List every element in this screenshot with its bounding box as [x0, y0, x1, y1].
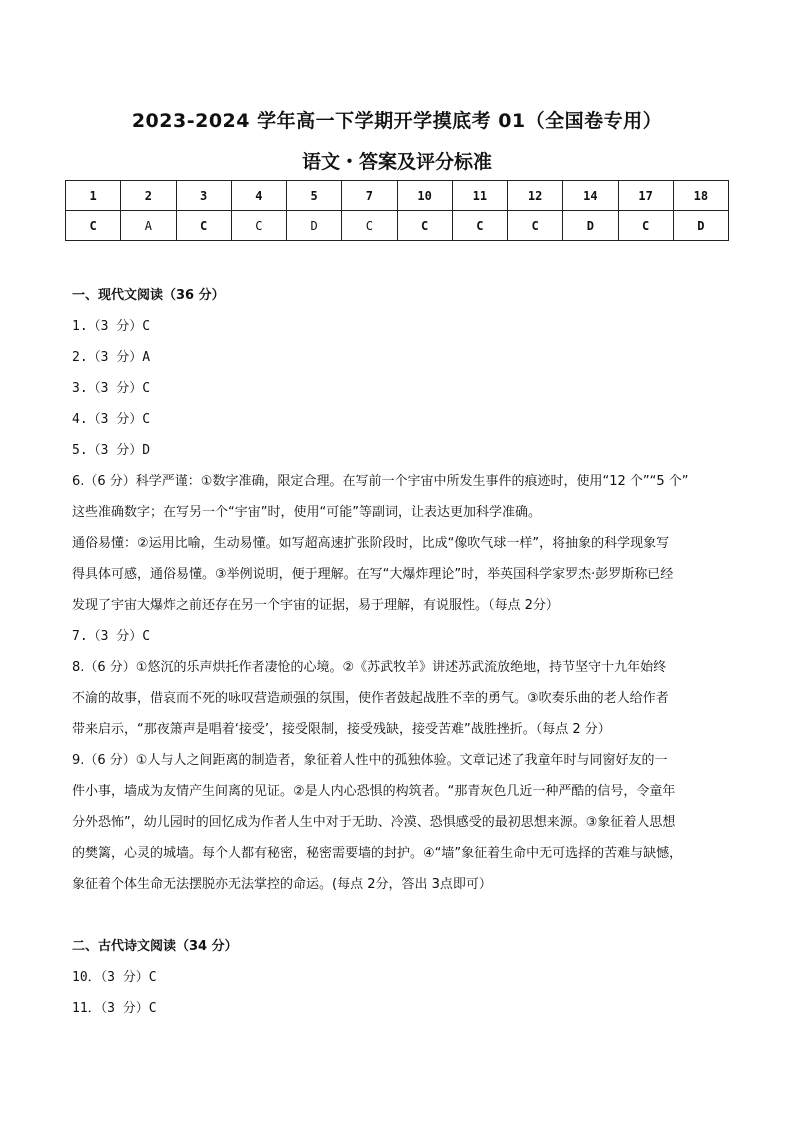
answer-line-q10: 10．（3 分）C — [72, 970, 157, 985]
answer-line-q6: 得具体可感，通俗易懂。③举例说明，便于理解。在写“大爆炸理论”时，举英国科学家罗杰·彭罗斯称已经 — [72, 567, 674, 582]
question-number-cell: 4 — [231, 181, 286, 211]
answer-cell: D — [287, 211, 342, 241]
answer-line-q9: 象征着个体生命无法摆脱亦无法掌控的命运。(每点 2分，答出 3点即可） — [72, 877, 492, 892]
answer-line-q6: 通俗易懂：②运用比喻，生动易懂。如写超高速扩张阶段时，比成“像吹气球一样”，将抽象的科学现象写 — [72, 536, 670, 551]
page-subtitle: 语文・答案及评分标准 — [301, 151, 492, 173]
answer-line-q6: 这些准确数字；在写另一个“宇宙”时，使用“可能”等副词，让表达更加科学准确。 — [72, 505, 541, 520]
answer-cell: C — [508, 211, 563, 241]
answer-table-answer-row — [66, 211, 729, 241]
question-number-cell: 3 — [176, 181, 231, 211]
answer-cell: C — [231, 211, 286, 241]
question-number-cell: 2 — [121, 181, 176, 211]
answer-cell: C — [452, 211, 507, 241]
answer-line-q5: 5.（3 分）D — [72, 443, 151, 458]
answer-line-q9: 的樊篱，心灵的城墙。每个人都有秘密，秘密需要墙的封护。④“墙”象征着生命中无可选择的苦难与缺憾， — [72, 846, 683, 861]
question-number-cell: 7 — [342, 181, 397, 211]
answer-line-q6: 发现了宇宙大爆炸之前还存在另一个宇宙的证据，易于理解，有说服性。（每点 2分） — [72, 598, 559, 613]
answer-cell: D — [673, 211, 728, 241]
answer-cell: C — [342, 211, 397, 241]
answer-cell: C — [66, 211, 121, 241]
answer-line-q9: 件小事，墙成为友情产生间离的见证。②是人内心恐惧的构筑者。“那青灰色几近一种严酷的信号，令童年 — [72, 784, 676, 799]
question-number-cell: 10 — [397, 181, 452, 211]
question-number-cell: 17 — [618, 181, 673, 211]
section-heading-classical-reading: 二、古代诗文阅读（34 分） — [72, 939, 238, 954]
page-title: 2023-2024 学年高一下学期开学摸底考 01（全国卷专用） — [131, 110, 663, 132]
answer-cell: C — [397, 211, 452, 241]
answer-line-q2: 2.（3 分）A — [72, 350, 151, 365]
answer-cell: D — [563, 211, 618, 241]
answer-line-q9: 9.（6 分）①人与人之间距离的制造者，象征着人性中的孤独体验。文章记述了我童年时与同窗好友的一 — [72, 753, 668, 768]
answer-line-q11: 11．（3 分）C — [72, 1001, 157, 1016]
answer-content — [72, 280, 732, 1024]
answer-line-q8: 8.（6 分）①悠沉的乐声烘托作者凄怆的心境。②《苏武牧羊》讲述苏武流放绝地，持节坚守十九年始终 — [72, 660, 667, 675]
section-heading-modern-reading: 一、现代文阅读（36 分） — [72, 288, 225, 303]
answer-line-q1: 1.（3 分）C — [72, 319, 151, 334]
answer-line-q9: 分外恐怖”，幼儿园时的回忆成为作者人生中对于无助、冷漠、恐惧感受的最初思想来源。③象征着人思想 — [72, 815, 676, 830]
question-number-cell: 1 — [66, 181, 121, 211]
answer-line-q8: 带来启示，“那夜箫声是唱着‘接受’，接受限制，接受残缺，接受苦难”战胜挫折。（每点 2 分） — [72, 722, 611, 737]
question-number-cell: 14 — [563, 181, 618, 211]
question-number-cell: 5 — [287, 181, 342, 211]
answer-line-q4: 4.（3 分）C — [72, 412, 151, 427]
question-number-cell: 11 — [452, 181, 507, 211]
answer-line-q6: 6.（6 分）科学严谨：①数字准确，限定合理。在写前一个宇宙中所发生事件的痕迹时，使用“12 个”“5 个” — [72, 474, 689, 489]
answer-table — [65, 180, 729, 241]
answer-table-header-row — [66, 181, 729, 211]
answer-cell: C — [618, 211, 673, 241]
section-spacer — [72, 900, 732, 931]
answer-line-q3: 3.（3 分）C — [72, 381, 151, 396]
answer-cell: C — [176, 211, 231, 241]
question-number-cell: 18 — [673, 181, 728, 211]
question-number-cell: 12 — [508, 181, 563, 211]
answer-cell: A — [121, 211, 176, 241]
answer-line-q8: 不渝的故事，借哀而不死的咏叹营造顽强的氛围，使作者鼓起战胜不幸的勇气。③吹奏乐曲的老人给作者 — [72, 691, 669, 706]
answer-line-q7: 7.（3 分）C — [72, 629, 151, 644]
